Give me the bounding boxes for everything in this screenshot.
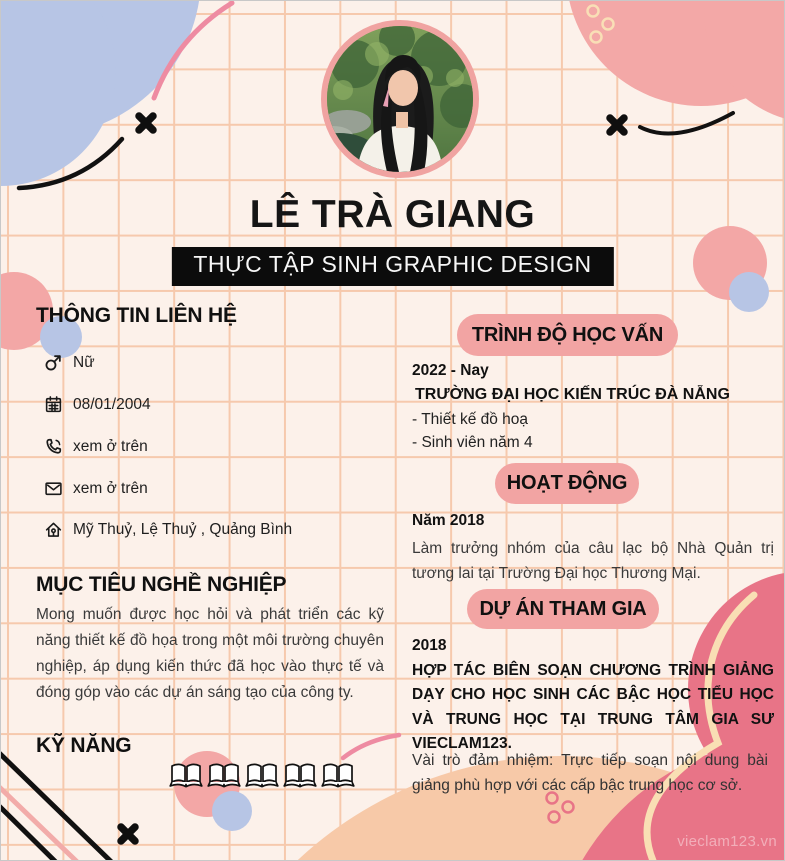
open-book-icon: [169, 762, 203, 794]
activities-period: Năm 2018: [412, 512, 485, 529]
education-detail: - Sinh viên năm 4: [412, 434, 533, 451]
contact-item-gender: [44, 353, 95, 372]
black-curve: [640, 113, 733, 133]
lavender-circle: [729, 272, 769, 312]
lavender-circle: [212, 791, 252, 831]
contact-item-phone: [44, 437, 148, 456]
open-book-icon: [283, 762, 317, 794]
education-badge: TRÌNH ĐỘ HỌC VẤN: [457, 314, 678, 356]
open-book-icon: [321, 762, 355, 794]
diagonal-lines: [1, 747, 129, 861]
watermark: vieclam123.vn: [677, 833, 777, 850]
male-icon: [44, 353, 63, 372]
home-icon: [44, 520, 63, 539]
objective-heading: MỤC TIÊU NGHỀ NGHIỆP: [36, 573, 287, 596]
profile-photo: [321, 20, 479, 178]
contact-value: xem ở trên: [73, 479, 148, 497]
phone-icon: [44, 437, 63, 456]
contact-value: 08/01/2004: [73, 395, 151, 413]
profile-name: LÊ TRÀ GIANG: [249, 193, 536, 236]
skills-heading: KỸ NĂNG: [36, 734, 132, 757]
pink-arc: [343, 735, 399, 758]
contact-heading: THÔNG TIN LIÊN HỆ: [36, 304, 237, 327]
profile-photo-illustration: [327, 26, 473, 172]
open-book-icon: [245, 762, 279, 794]
objective-body: Mong muốn được học hỏi và phát triển các kỹ năng thiết kế đồ họa trong một môi trường chuyên nghiệp, áp dụng kiến thức đã học vào thực tế và đóng góp vào các dự án sáng tạo của công ty.: [36, 606, 384, 701]
education-school: TRƯỜNG ĐẠI HỌC KIẾN TRÚC ĐÀ NẴNG: [415, 386, 730, 403]
skill-level: [169, 762, 355, 794]
contact-value: Nữ: [73, 353, 95, 371]
open-book-icon: [207, 762, 241, 794]
projects-role: Vài trò đảm nhiệm: Trực tiếp soạn nội dung bài giảng phù hợp với các cấp bậc trung học cơ sở.: [412, 752, 768, 795]
contact-item-address: [44, 520, 292, 539]
email-icon: [44, 479, 63, 498]
calendar-icon: [44, 395, 63, 414]
projects-title: HỢP TÁC BIÊN SOẠN CHƯƠNG TRÌNH GIẢNG DẠY CHO HỌC SINH CÁC BẬC HỌC TIỂU HỌC VÀ TRUNG HỌC TẠI TRUNG TÂM GIA SƯ VIECLAM123.: [412, 662, 774, 753]
contact-value: Mỹ Thuỷ, Lệ Thuỷ , Quảng Bình: [73, 520, 293, 538]
profile-title-banner: THỰC TẬP SINH GRAPHIC DESIGN: [171, 247, 613, 286]
projects-period: 2018: [412, 637, 447, 654]
projects-badge: DỰ ÁN THAM GIA: [467, 589, 659, 629]
activities-badge: HOẠT ĐỘNG: [495, 463, 639, 504]
education-detail: - Thiết kế đồ hoạ: [412, 411, 529, 428]
activities-body: Làm trưởng nhóm của câu lạc bộ Nhà Quản trị tương lai tại Trường Đại học Thương Mại.: [412, 540, 774, 583]
contact-item-email: [44, 479, 148, 498]
education-period: 2022 - Nay: [412, 362, 489, 379]
contact-value: xem ở trên: [73, 437, 148, 455]
contact-item-birthdate: [44, 395, 151, 414]
